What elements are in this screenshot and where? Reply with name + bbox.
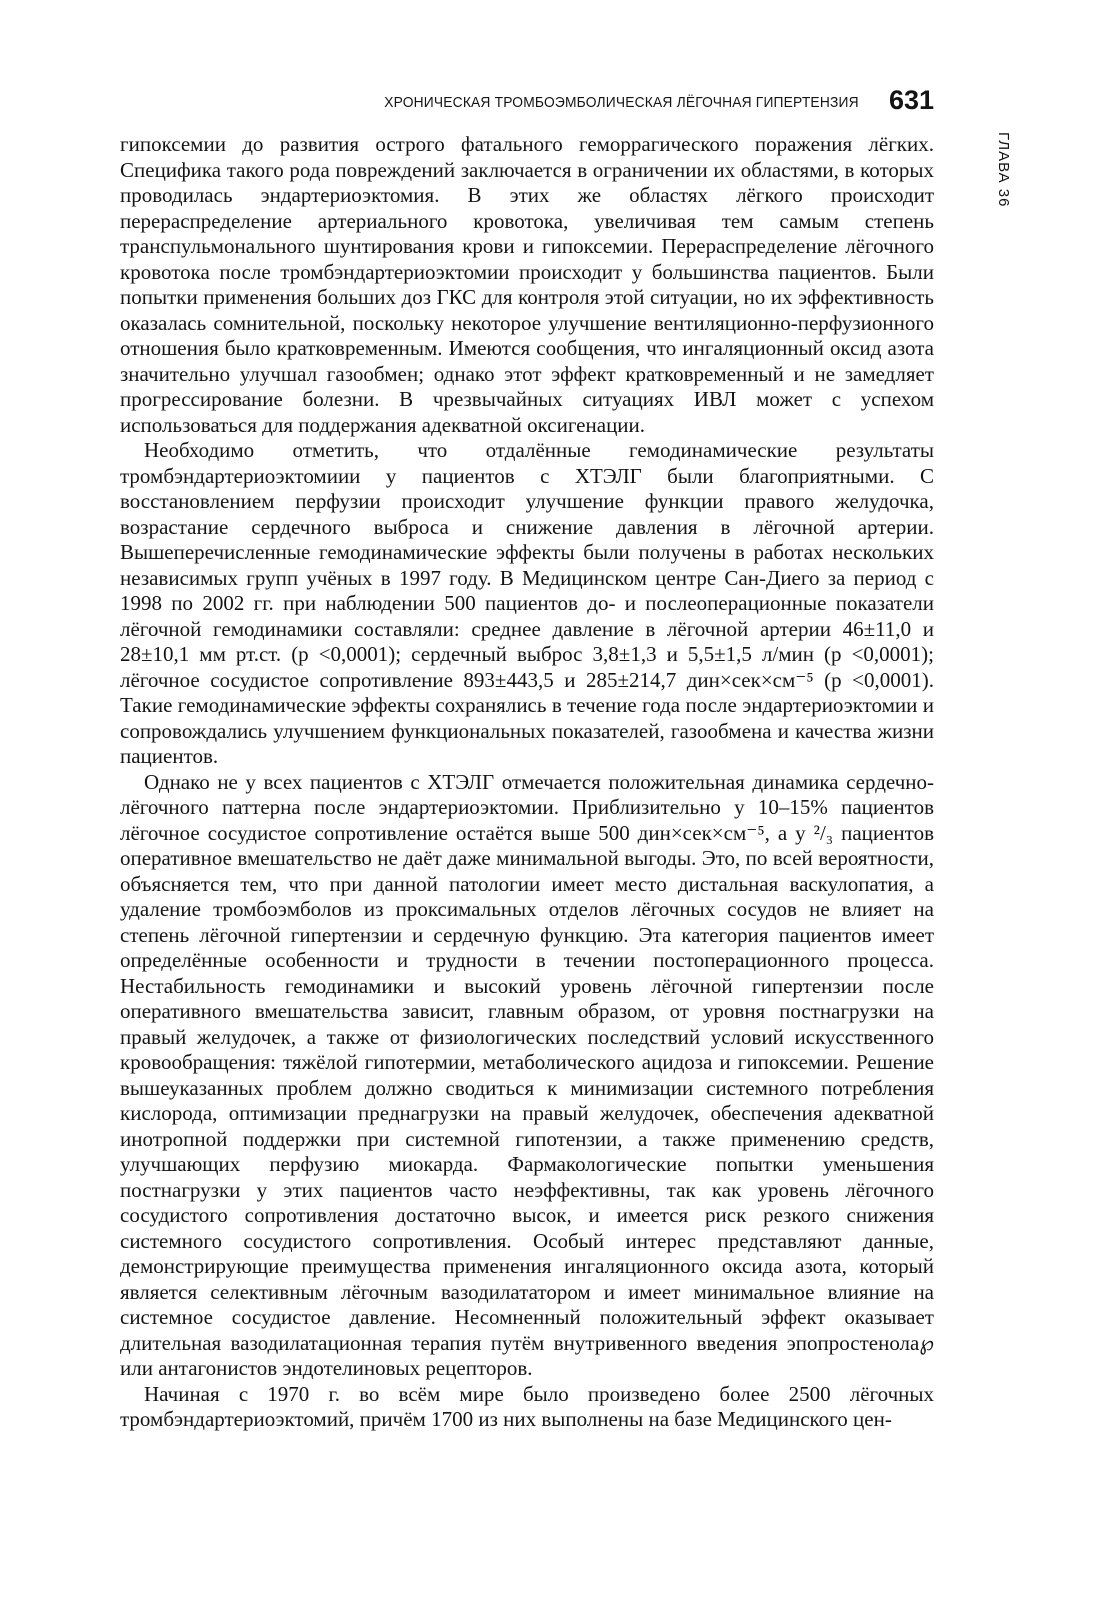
running-header [120, 85, 934, 125]
paragraph: Однако не у всех пациентов с ХТЭЛГ отмечается положительная динамика сердечно-лёгочного паттерна после эндартериоэктомии. Приблизительно у 10–15% пациентов лёгочное сосудистое сопротивление остаётся выше 500 дин×сек×см⁻⁵, а у ²/₃ пациентов оперативное вмешательство не даёт даже минимальной выгоды. Это, по всей вероятности, объясняется тем, что при данной патологии имеет место дистальная васкулопатия, а удаление тромбоэмболов из проксимальных отделов лёгочных сосудов не влияет на степень лёгочной гипертензии и сердечную функцию. Эта категория пациентов имеет определённые особенности и трудности в течении постоперационного процесса. Нестабильность гемодинамики и высокий уровень лёгочной гипертензии после оперативного вмешательства зависит, главным образом, от уровня постнагрузки на правый желудочек, а также от физиологических последствий условий искусственного кровообращения: тяжёлой гипотермии, метаболического ацидоза и гипоксемии. Решение вышеуказанных проблем должно сводиться к минимизации системного потребления кислорода, оптимизации преднагрузки на правый желудочек, обеспечения адекватной инотропной поддержки при системной гипотензии, а также применению средств, улучшающих перфузию миокарда. Фармакологические попытки уменьшения постнагрузки у этих пациентов часто неэффективны, так как уровень лёгочного сосудистого сопротивления достаточно высок, и имеется риск резкого снижения системного сосудистого сопротивления. Особый интерес представляют данные, демонстрирующие преимущества применения ингаляционного оксида азота, который является селективным лёгочным вазодилататором и имеет минимальное влияние на системное сосудистое давление. Несомненный положительный эффект оказывает длительная вазодилатационная терапия путём внутривенного введения эпопростенола℘ или антагонистов эндотелиновых рецепторов. [120, 769, 934, 1380]
body-text [120, 132, 934, 1433]
paragraph: гипоксемии до развития острого фатального геморрагического поражения лёгких. Специфика такого рода повреждений заключается в ограничении их областями, в которых проводилась эндартериоэктомия. В этих же областях лёгкого происходит перераспределение артериального кровотока, увеличивая тем самым степень транспульмонального шунтирования крови и гипоксемии. Перераспределение лёгочного кровотока после тромбэндартериоэктомии происходит у большинства пациентов. Были попытки применения больших доз ГКС для контроля этой ситуации, но их эффективность оказалась сомнительной, поскольку некоторое улучшение вентиляционно-перфузионного отношения было кратковременным. Имеются сообщения, что ингаляционный оксид азота значительно улучшал газообмен; однако этот эффект кратковременный и не замедляет прогрессирование болезни. В чрезвычайных ситуациях ИВЛ может с успехом использоваться для поддержания адекватной оксигенации. [120, 132, 934, 437]
chapter-label: ГЛАВА 36 [995, 132, 1012, 208]
paragraph: Начиная с 1970 г. во всём мире было произведено более 2500 лёгочных тромбэндартериоэктомий, причём 1700 из них выполнены на базе Медицинского цен- [120, 1381, 934, 1431]
running-title: ХРОНИЧЕСКАЯ ТРОМБОЭМБОЛИЧЕСКАЯ ЛЁГОЧНАЯ ГИПЕРТЕНЗИЯ [384, 94, 859, 111]
page-number: 631 [888, 85, 934, 115]
paragraph: Необходимо отметить, что отдалённые гемодинамические результаты тромбэндартериоэктомиии у пациентов с ХТЭЛГ были благоприятными. С восстановлением перфузии происходит улучшение функции правого желудочка, возрастание сердечного выброса и снижение давления в лёгочной артерии. Вышеперечисленные гемодинамические эффекты были получены в работах нескольких независимых групп учёных в 1997 году. В Медицинском центре Сан-Диего за период с 1998 по 2002 гг. при наблюдении 500 пациентов до- и послеоперационные показатели лёгочной гемодинамики составляли: среднее давление в лёгочной артерии 46±11,0 и 28±10,1 мм рт.ст. (р <0,0001); сердечный выброс 3,8±1,3 и 5,5±1,5 л/мин (р <0,0001); лёгочное сосудистое сопротивление 893±443,5 и 285±214,7 дин×сек×см⁻⁵ (р <0,0001). Такие гемодинамические эффекты сохранялись в течение года после эндартериоэктомии и сопровождались улучшением функциональных показателей, газообмена и качества жизни пациентов. [120, 438, 934, 768]
